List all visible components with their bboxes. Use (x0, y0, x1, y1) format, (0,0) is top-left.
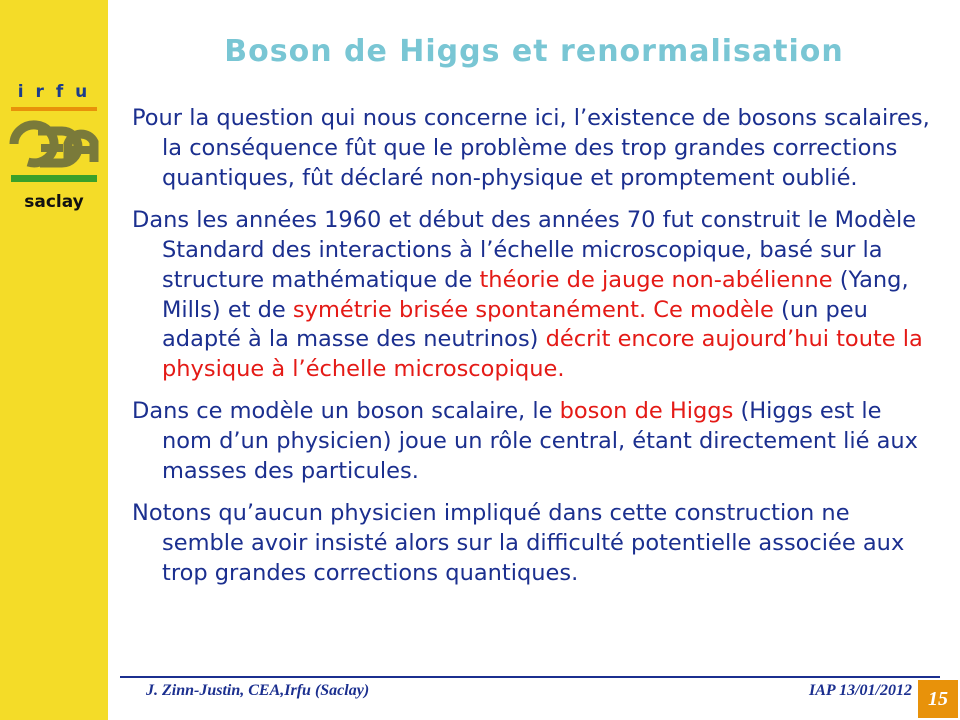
body-run: Notons qu’aucun physicien impliqué dans cette construction ne semble avoir insisté alors sur la difficulté potentielle associée aux trop grandes corrections quantiques. (132, 500, 905, 586)
slide-content (108, 0, 960, 720)
body-run: (un peu adapté à la masse des neutrinos) (162, 296, 868, 353)
body-text (132, 104, 938, 589)
cea-logo-icon (8, 119, 100, 169)
footer-divider (120, 676, 940, 678)
sidebar (0, 0, 108, 720)
highlighted-text: symétrie brisée spontanément. Ce modèle (292, 296, 774, 323)
highlighted-text: décrit encore aujourd’hui toute la physique à l’échelle microscopique. (162, 326, 923, 383)
site-label: saclay (24, 192, 84, 212)
page-title: Boson de Higgs et renormalisation (224, 34, 844, 69)
footer-event: IAP 13/01/2012 (809, 682, 912, 699)
orange-divider (11, 107, 97, 111)
sidebar-branding (0, 84, 108, 212)
green-divider (11, 175, 97, 182)
body-run: (Yang, Mills) et de (162, 266, 909, 323)
body-run: Dans ce modèle un boson scalaire, le (132, 398, 560, 425)
highlighted-text: boson de Higgs (559, 398, 734, 425)
irfu-label: i r f u (17, 82, 91, 102)
para-4 (132, 499, 938, 589)
footer-author: J. Zinn-Justin, CEA,Irfu (Saclay) (146, 682, 370, 699)
para-2 (132, 206, 938, 386)
body-run: Pour la question qui nous concerne ici, l’existence de bosons scalaires, la conséquence fût que le problème des trop grandes corrections quantiques, fût déclaré non-physique et promptement oublié. (132, 105, 930, 191)
page-number-badge: 15 (918, 680, 958, 718)
highlighted-text: théorie de jauge non-abélienne (479, 266, 833, 293)
para-1 (132, 104, 938, 194)
body-run: Dans les années 1960 et début des années 70 fut construit le Modèle Standard des interactions à l’échelle microscopique, basé sur la structure mathématique de (132, 206, 917, 293)
para-3 (132, 397, 938, 487)
body-run: (Higgs est le nom d’un physicien) joue un rôle central, étant directement lié aux masses des particules. (162, 398, 919, 485)
